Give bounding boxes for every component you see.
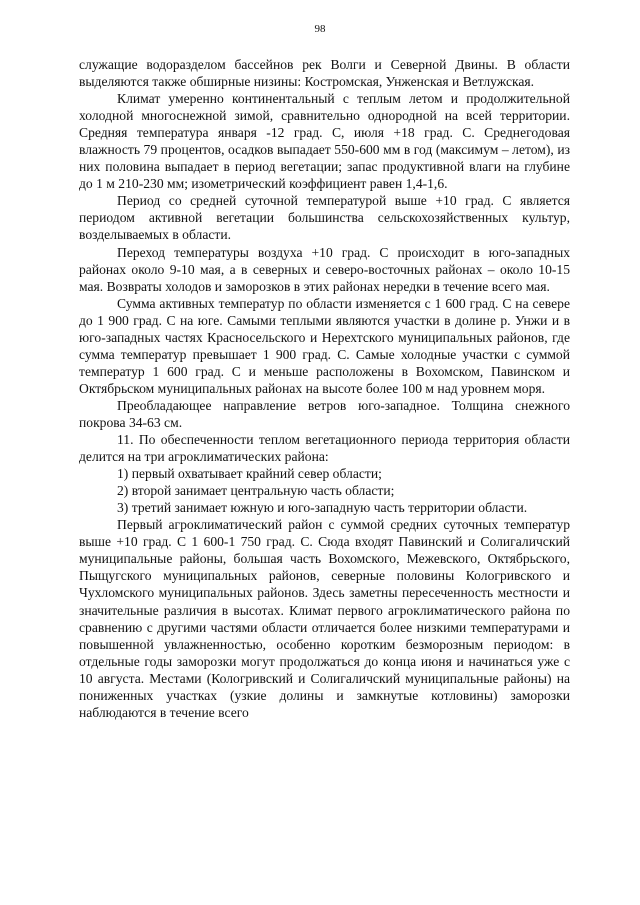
list-item: 1) первый охватывает крайний север области;	[117, 466, 382, 482]
paragraph: Первый агроклиматический район с суммой средних суточных температур выше +10 град. С 1 600-1 750 град. С. Сюда входят Павинский и Солигаличский муниципальные районы, большая часть Вохомского, Межевского, Октябрьского, Пыщугского муниципальных районов, северные половины Кологривского и Чухломского муниципальных районов. Здесь заметны пересеченность местности и значительные различия в высотах. Климат первого агроклиматического района по сравнению с другими частями области отличается более низкими температурами и повышенной увлажненностью, особенно коротким безморозным периодом: в отдельные годы заморозки могут продолжаться до конца июня и начинаться уже с 10 августа. Местами (Кологривский и Солигаличский муниципальные районы) на пониженных участках (узкие долины и замкнутые котловины) заморозки наблюдаются в течение всего	[79, 517, 570, 720]
paragraph: 11. По обеспеченности теплом вегетационного периода территория области делится на три агроклиматических района:	[79, 432, 570, 465]
paragraph: Климат умеренно континентальный с теплым летом и продолжительной холодной многоснежной зимой, сравнительно однородной на всей территории. Средняя температура января -12 град. С, июля +18 град. С. Среднегодовая влажность 79 процентов, осадков выпадает 550-600 мм в год (максимум – летом), из них половина выпадает в период вегетации; запас продуктивной влаги на глубине до 1 м 210-230 мм; изометрический коэффициент равен 1,4-1,6.	[79, 91, 570, 192]
paragraph: Преобладающее направление ветров юго-западное. Толщина снежного покрова 34-63 см.	[79, 397, 570, 430]
page-number: 98	[314, 23, 326, 35]
paragraph: Переход температуры воздуха +10 град. С происходит в юго-западных районах около 9-10 мая, а в северных и северо-восточных районах – около 10-15 мая. Возвраты холодов и заморозков в этих районах нередки в течение всего мая.	[79, 244, 570, 294]
paragraph: служащие водоразделом бассейнов рек Волги и Северной Двины. В области выделяются также обширные низины: Костромская, Унженская и Ветлужская.	[79, 57, 570, 90]
document-body	[79, 56, 570, 721]
list-item: 2) второй занимает центральную часть области;	[117, 483, 395, 499]
paragraph: Период со средней суточной температурой выше +10 град. С является периодом активной вегетации большинства сельскохозяйственных культур, возделываемых в области.	[79, 193, 570, 243]
paragraph: Сумма активных температур по области изменяется с 1 600 град. С на севере до 1 900 град. С на юге. Самыми теплыми являются участки в долине р. Унжи и в юго-западных частях Красносельского и Нерехтского муниципальных районов, где сумма температур превышает 1 900 град. С. Самые холодные участки с суммой температур 1 600 град. С и меньше расположены в Вохомском, Павинском и Октябрьском муниципальных районах на высоте более 100 м над уровнем моря.	[79, 295, 570, 396]
list-item: 3) третий занимает южную и юго-западную часть территории области.	[117, 500, 528, 516]
